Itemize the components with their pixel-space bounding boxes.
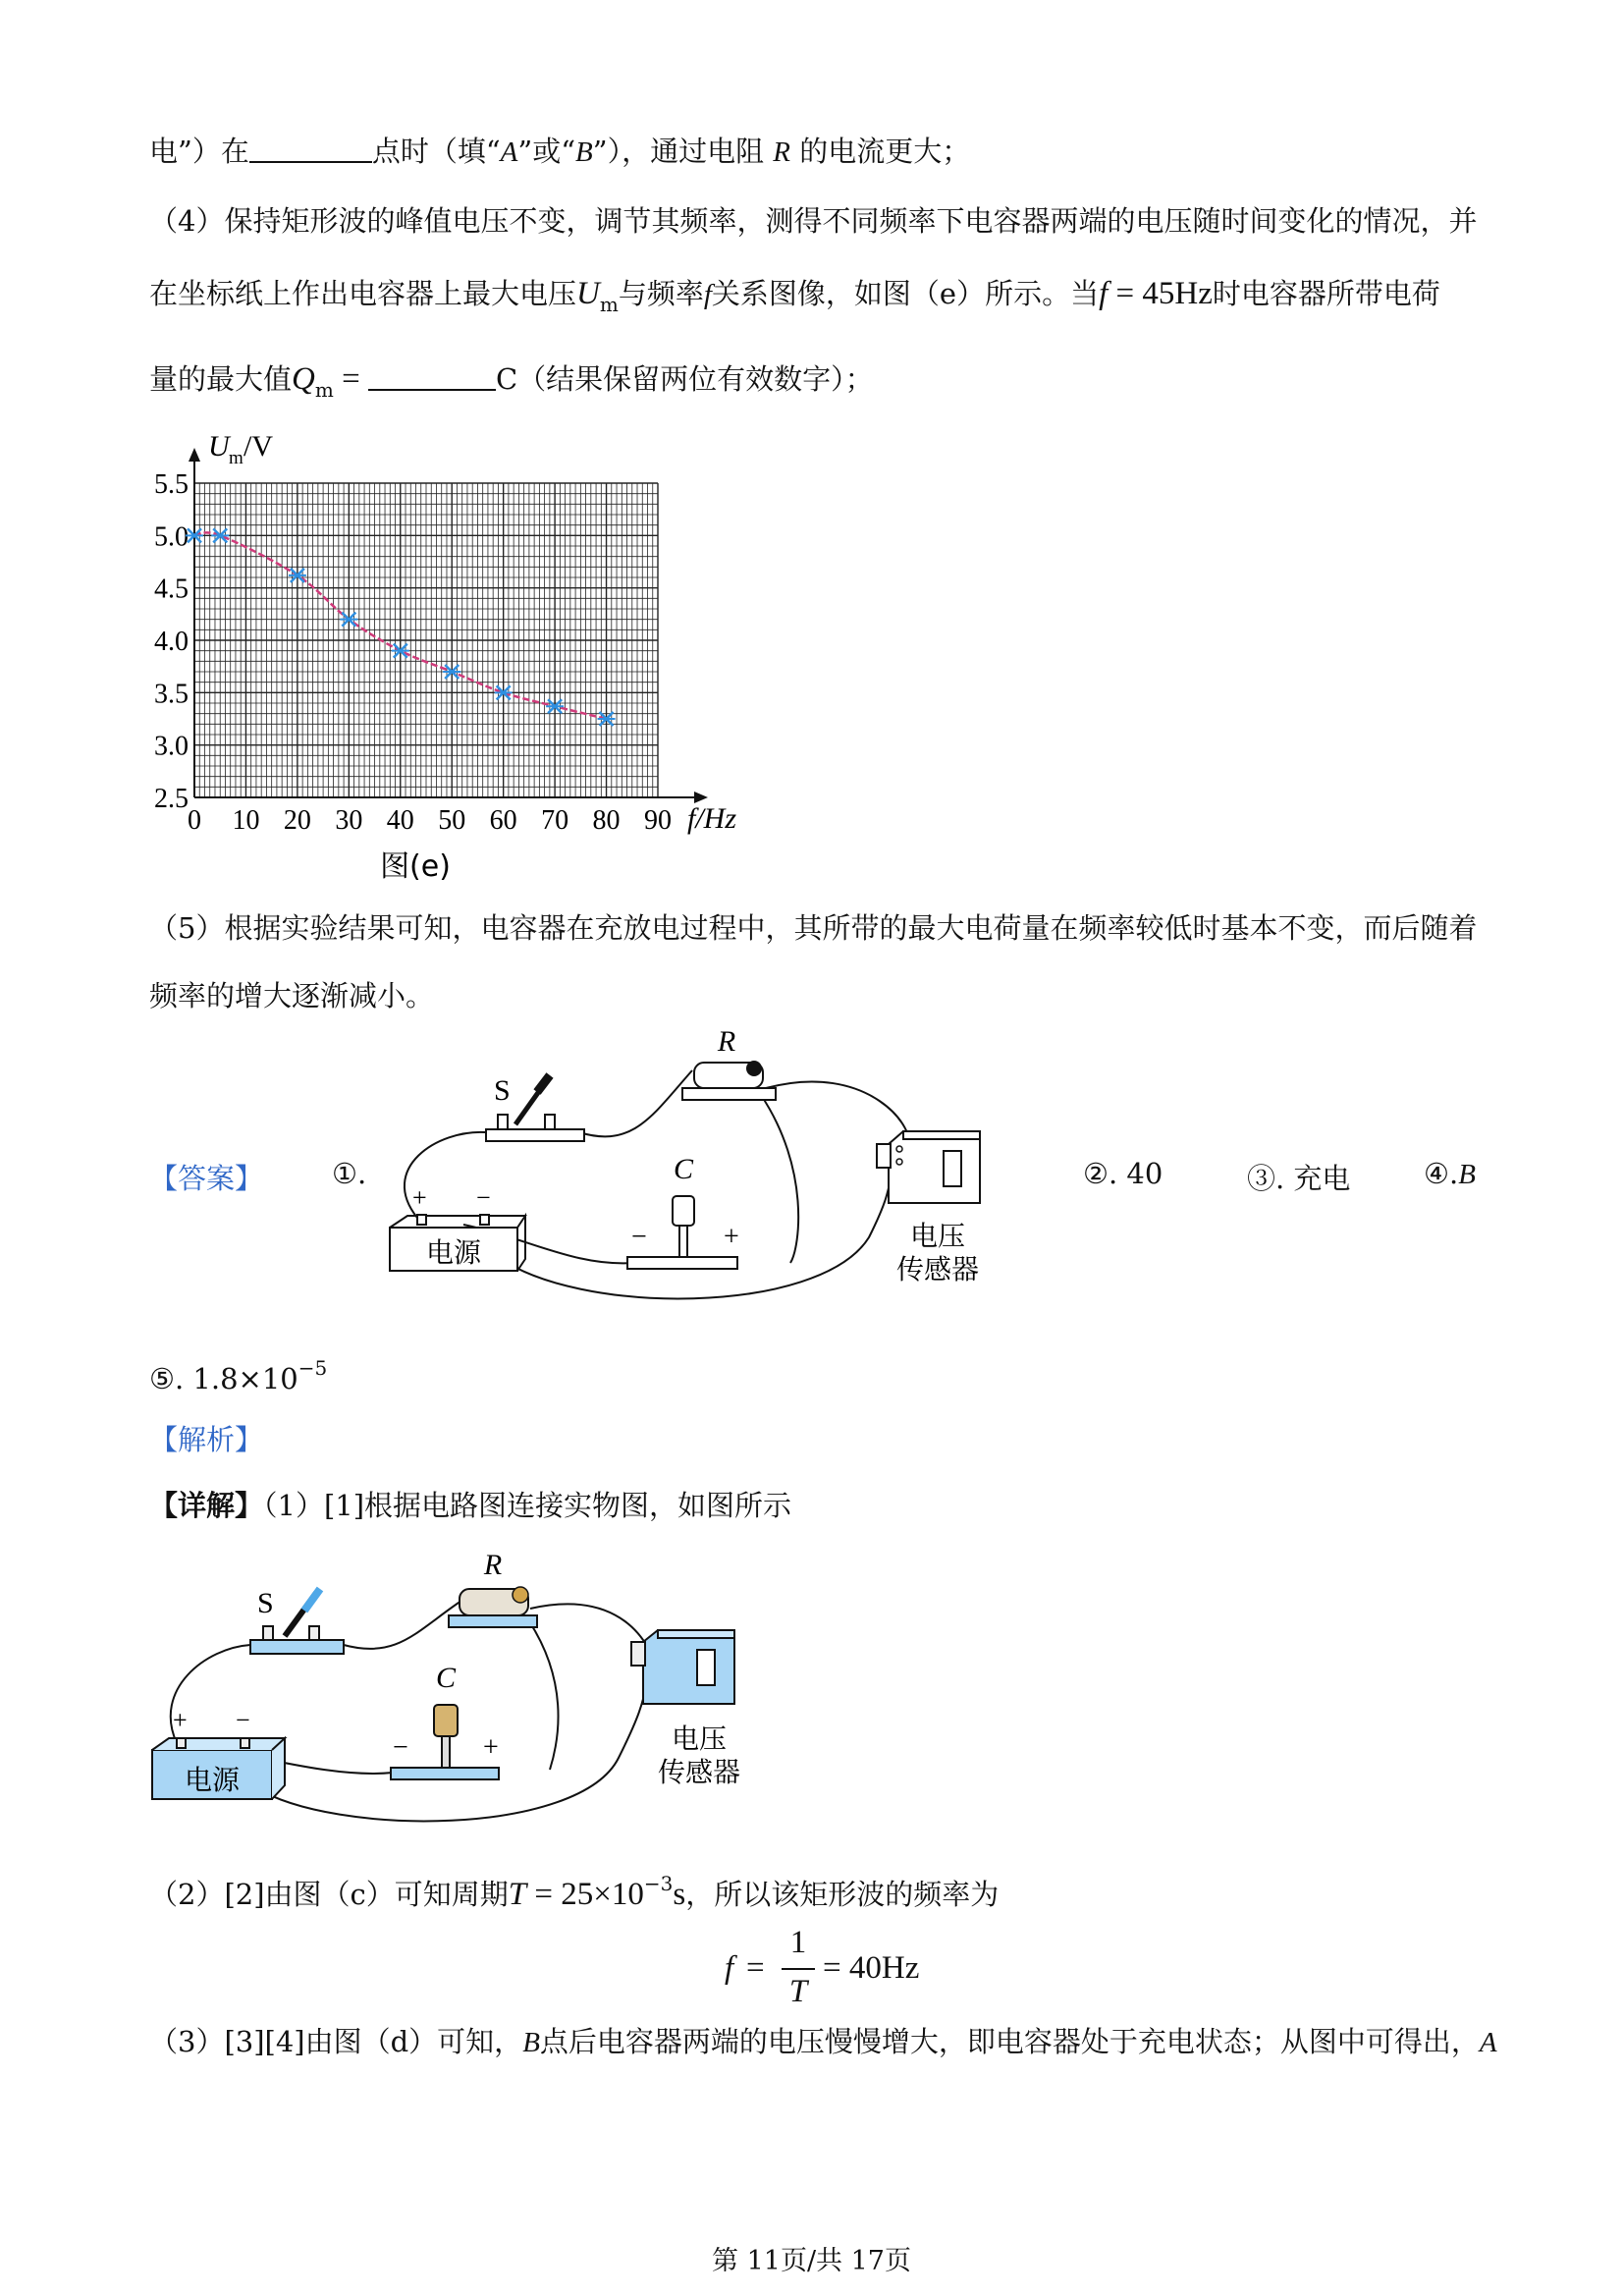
y-axis-label-main: U bbox=[208, 430, 230, 463]
source-minus: − bbox=[476, 1183, 491, 1212]
chart-tick-labels bbox=[154, 469, 672, 836]
text-line-2: （4）保持矩形波的峰值电压不变，调节其频率，测得不同频率下电容器两端的电压随时间变化的情况，并 bbox=[149, 204, 1478, 238]
resistor-base bbox=[682, 1088, 776, 1100]
switch-label-2: S bbox=[257, 1587, 274, 1619]
line4-text-b: C（结果保留两位有效数字）； bbox=[495, 362, 874, 396]
p3-point-b: B bbox=[522, 2027, 540, 2058]
p2-text-b: ，所以该矩形波的频率为 bbox=[685, 1878, 1000, 1911]
answer-1-number: ①. bbox=[332, 1157, 367, 1190]
power-source-label: 电源 bbox=[425, 1236, 482, 1269]
eq-equals: = bbox=[746, 1950, 765, 1986]
answer-label: 【答案】 bbox=[149, 1162, 264, 1195]
symbol-f: f bbox=[703, 279, 712, 310]
source-minus-2: − bbox=[236, 1706, 250, 1734]
text-line-6: 频率的增大逐渐减小。 bbox=[149, 979, 435, 1012]
answer-2: ②. 40 bbox=[1083, 1157, 1163, 1190]
answer-4-number: ④. bbox=[1424, 1157, 1459, 1190]
p2-symbol-t: T bbox=[508, 1877, 527, 1912]
chart-e bbox=[137, 422, 766, 894]
eq-fraction-bar bbox=[782, 1968, 815, 1970]
eq-f-symbol: f bbox=[1099, 276, 1109, 311]
p2-eq: = 25×10 bbox=[526, 1877, 644, 1912]
p2-text-a: （2）[2]由图（c）可知周期 bbox=[149, 1878, 509, 1911]
line1-text-c: ”或“ bbox=[517, 135, 576, 168]
resistor-label: R bbox=[717, 1025, 736, 1058]
text-line-1 bbox=[149, 132, 970, 172]
x-tick-label: 90 bbox=[644, 805, 672, 836]
capacitor-plus: + bbox=[724, 1222, 739, 1252]
voltage-sensor bbox=[889, 1131, 980, 1203]
capacitor-label-2: C bbox=[435, 1662, 457, 1694]
line1-text-a: 电”）在 bbox=[149, 135, 249, 168]
source-plus-2: + bbox=[173, 1706, 188, 1734]
answer-4 bbox=[1424, 1157, 1476, 1191]
detail-text: （1）[1]根据电路图连接实物图，如图所示 bbox=[263, 1489, 792, 1522]
answer-4-value: B bbox=[1458, 1159, 1476, 1190]
circuit-diagram-answer bbox=[378, 1021, 1006, 1316]
capacitor-minus-2: − bbox=[393, 1732, 408, 1763]
point-b-label: B bbox=[575, 137, 593, 168]
line3-text-a: 在坐标纸上作出电容器上最大电压 bbox=[149, 277, 577, 310]
line1-text-b: 点时（填“ bbox=[371, 135, 501, 168]
capacitor-label: C bbox=[673, 1153, 694, 1185]
y-tick-label: 4.5 bbox=[154, 574, 189, 605]
x-tick-label: 20 bbox=[283, 805, 311, 836]
answer-3: ③. 充电 bbox=[1247, 1162, 1351, 1195]
chart-caption: 图(e) bbox=[380, 849, 451, 884]
paragraph-2 bbox=[149, 1864, 999, 1914]
p2-unit: s bbox=[673, 1877, 686, 1912]
symbol-u: U bbox=[576, 276, 600, 311]
x-tick-label: 60 bbox=[489, 805, 517, 836]
line1-text-d: ”），通过电阻 bbox=[592, 135, 765, 168]
chart-grid bbox=[194, 483, 658, 797]
y-axis-arrow bbox=[189, 448, 200, 462]
x-tick-label: 80 bbox=[592, 805, 621, 836]
detail-label: 【详解】 bbox=[149, 1489, 264, 1522]
capacitor-base bbox=[627, 1257, 737, 1269]
p3-text-a: （3）[3][4]由图（d）可知， bbox=[149, 2025, 523, 2058]
p2-exponent: −3 bbox=[643, 1872, 674, 1895]
point-a-label: A bbox=[500, 137, 518, 168]
capacitor-minus: − bbox=[631, 1222, 647, 1252]
y-tick-label: 4.0 bbox=[154, 627, 189, 657]
switch-label: S bbox=[494, 1074, 511, 1107]
text-line-5: （5）根据实验结果可知，电容器在充放电过程中，其所带的最大电荷量在频率较低时基本不变，而后随着 bbox=[149, 911, 1478, 945]
text-line-3 bbox=[149, 274, 1440, 324]
line3-text-d: 时电容器所带电荷 bbox=[1212, 277, 1440, 310]
y-tick-label: 3.5 bbox=[154, 679, 189, 710]
eq-denominator: T bbox=[788, 1974, 808, 2009]
eq-f: f bbox=[725, 1950, 734, 1986]
eq-numerator: 1 bbox=[789, 1925, 807, 1960]
sensor-label-1: 电压 bbox=[909, 1220, 966, 1252]
power-source-label-2: 电源 bbox=[184, 1764, 241, 1796]
line1-text-e: 的电流更大； bbox=[799, 135, 971, 168]
answer-5-value: ⑤. 1.8×10 bbox=[149, 1362, 298, 1395]
source-plus: + bbox=[412, 1183, 427, 1212]
detail-line bbox=[149, 1486, 791, 1525]
answer-blank bbox=[249, 132, 372, 163]
page-footer: 第 11页/共 17页 bbox=[712, 2246, 911, 2276]
eq-45hz: = 45Hz bbox=[1108, 276, 1213, 311]
x-tick-label: 50 bbox=[438, 805, 466, 836]
symbol-q-sub: m bbox=[314, 378, 334, 402]
x-tick-label: 10 bbox=[232, 805, 260, 836]
answer-blank-q bbox=[368, 359, 496, 391]
y-tick-label: 5.5 bbox=[154, 469, 189, 500]
sensor-label-2: 传感器 bbox=[895, 1253, 980, 1285]
analysis-label: 【解析】 bbox=[149, 1423, 264, 1456]
p3-text-b: 点后电容器两端的电压慢慢增大，即电容器处于充电状态；从图中可得出， bbox=[539, 2025, 1480, 2058]
p3-point-a: A bbox=[1479, 2027, 1497, 2058]
line3-text-c: 关系图像，如图（e）所示。当 bbox=[711, 277, 1100, 310]
x-tick-label: 0 bbox=[188, 805, 201, 836]
symbol-q: Q bbox=[292, 361, 315, 397]
y-tick-label: 2.5 bbox=[154, 784, 189, 814]
y-axis-label-unit: /V bbox=[243, 430, 273, 463]
resistor-label-2: R bbox=[483, 1549, 503, 1581]
eq-result: = 40Hz bbox=[823, 1950, 920, 1986]
paragraph-3 bbox=[149, 2022, 1497, 2062]
resistor-symbol: R bbox=[773, 137, 791, 168]
sensor-label-2b: 传感器 bbox=[657, 1756, 741, 1788]
answer-5-exponent: −5 bbox=[298, 1356, 328, 1380]
y-tick-label: 3.0 bbox=[154, 731, 189, 762]
symbol-u-sub: m bbox=[599, 293, 619, 316]
sensor-label-2a: 电压 bbox=[671, 1722, 728, 1755]
x-tick-label: 70 bbox=[541, 805, 569, 836]
y-axis-label-sub: m bbox=[229, 448, 243, 468]
x-axis-label: f/Hz bbox=[687, 802, 737, 835]
capacitor-plus-2: + bbox=[483, 1732, 499, 1763]
capacitor-body bbox=[673, 1196, 694, 1226]
y-tick-label: 5.0 bbox=[154, 521, 189, 553]
x-tick-label: 40 bbox=[386, 805, 414, 836]
line4-text-a: 量的最大值 bbox=[149, 362, 293, 396]
line3-text-b: 与频率 bbox=[618, 277, 704, 310]
circuit-diagram-detail bbox=[147, 1532, 756, 1846]
eq-sign: = bbox=[333, 361, 368, 397]
switch-base bbox=[486, 1129, 584, 1141]
text-line-4 bbox=[149, 359, 874, 410]
x-tick-label: 30 bbox=[335, 805, 363, 836]
answer-5 bbox=[149, 1348, 327, 1398]
